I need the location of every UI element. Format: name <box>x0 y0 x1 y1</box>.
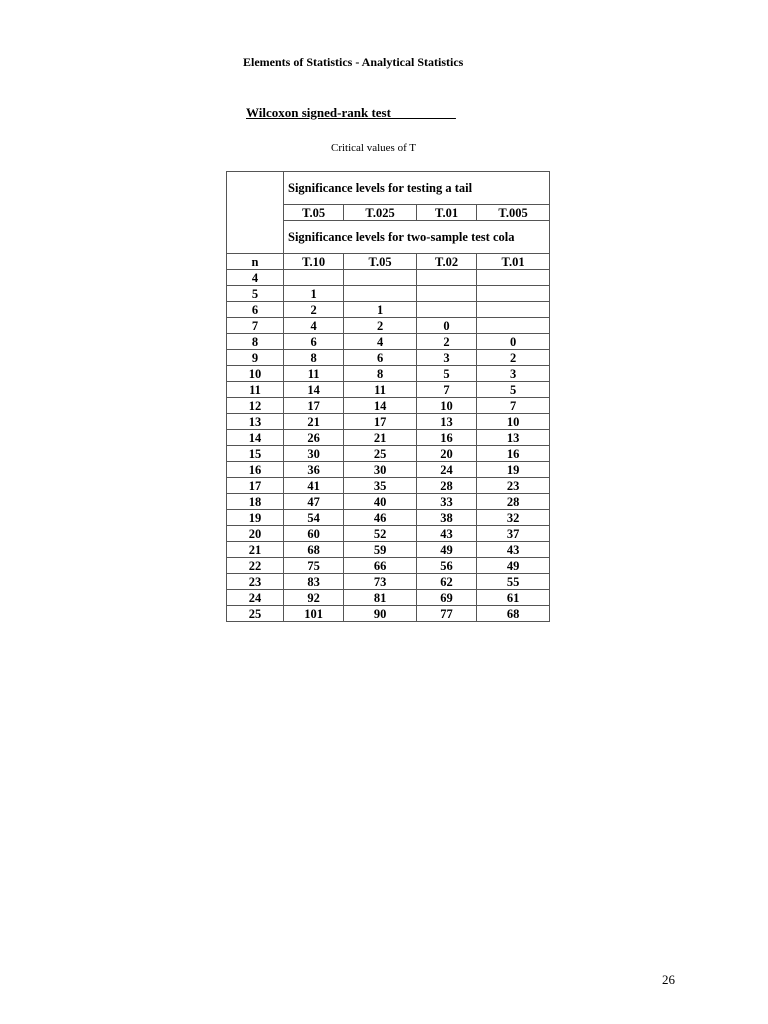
value-cell: 10 <box>477 414 550 430</box>
table-row <box>227 382 550 398</box>
value-cell: 26 <box>284 430 344 446</box>
value-cell: 16 <box>416 430 476 446</box>
value-cell: 8 <box>344 366 417 382</box>
value-cell: 4 <box>284 318 344 334</box>
column-header: T.01 <box>477 254 550 270</box>
value-cell: 66 <box>344 558 417 574</box>
value-cell: 14 <box>284 382 344 398</box>
n-cell: 12 <box>227 398 284 414</box>
value-cell <box>284 270 344 286</box>
value-cell: 2 <box>416 334 476 350</box>
value-cell: 37 <box>477 526 550 542</box>
value-cell: 13 <box>416 414 476 430</box>
value-cell <box>344 270 417 286</box>
value-cell: 5 <box>416 366 476 382</box>
n-cell: 21 <box>227 542 284 558</box>
value-cell: 54 <box>284 510 344 526</box>
value-cell: 6 <box>344 350 417 366</box>
n-cell: 22 <box>227 558 284 574</box>
value-cell: 28 <box>416 478 476 494</box>
table-row <box>227 270 550 286</box>
n-cell: 10 <box>227 366 284 382</box>
value-cell: 92 <box>284 590 344 606</box>
value-cell: 16 <box>477 446 550 462</box>
one-tail-group-row <box>227 172 550 205</box>
value-cell: 33 <box>416 494 476 510</box>
n-cell: 5 <box>227 286 284 302</box>
n-cell: 16 <box>227 462 284 478</box>
table-row <box>227 478 550 494</box>
value-cell: 41 <box>284 478 344 494</box>
value-cell: 7 <box>477 398 550 414</box>
n-header: n <box>227 254 284 270</box>
value-cell: 11 <box>284 366 344 382</box>
value-cell: 47 <box>284 494 344 510</box>
value-cell: 32 <box>477 510 550 526</box>
value-cell: 69 <box>416 590 476 606</box>
blank-cell <box>227 221 284 254</box>
table-row <box>227 606 550 622</box>
value-cell: 0 <box>477 334 550 350</box>
value-cell <box>477 302 550 318</box>
n-cell: 8 <box>227 334 284 350</box>
table-row <box>227 398 550 414</box>
n-cell: 6 <box>227 302 284 318</box>
table-row <box>227 350 550 366</box>
blank-cell <box>227 205 284 221</box>
table-row <box>227 414 550 430</box>
value-cell: 20 <box>416 446 476 462</box>
value-cell: 23 <box>477 478 550 494</box>
n-cell: 18 <box>227 494 284 510</box>
value-cell: 35 <box>344 478 417 494</box>
n-cell: 24 <box>227 590 284 606</box>
table-row <box>227 366 550 382</box>
value-cell: 81 <box>344 590 417 606</box>
n-cell: 15 <box>227 446 284 462</box>
table-row <box>227 526 550 542</box>
value-cell: 5 <box>477 382 550 398</box>
n-cell: 7 <box>227 318 284 334</box>
two-tail-group-row <box>227 221 550 254</box>
table-row <box>227 590 550 606</box>
value-cell: 30 <box>344 462 417 478</box>
value-cell: 68 <box>477 606 550 622</box>
value-cell: 7 <box>416 382 476 398</box>
n-cell: 23 <box>227 574 284 590</box>
value-cell: 38 <box>416 510 476 526</box>
value-cell: 56 <box>416 558 476 574</box>
n-cell: 17 <box>227 478 284 494</box>
one-tail-header-row <box>227 205 550 221</box>
value-cell: 2 <box>344 318 417 334</box>
value-cell: 3 <box>477 366 550 382</box>
column-header: T.005 <box>477 205 550 221</box>
value-cell: 11 <box>344 382 417 398</box>
n-cell: 11 <box>227 382 284 398</box>
value-cell: 25 <box>344 446 417 462</box>
page-number: 26 <box>662 972 675 987</box>
value-cell: 1 <box>344 302 417 318</box>
value-cell: 83 <box>284 574 344 590</box>
value-cell <box>477 318 550 334</box>
value-cell: 75 <box>284 558 344 574</box>
value-cell: 17 <box>284 398 344 414</box>
one-tail-group-label: Significance levels for testing a tail <box>284 172 550 205</box>
value-cell: 43 <box>477 542 550 558</box>
value-cell: 3 <box>416 350 476 366</box>
value-cell: 30 <box>284 446 344 462</box>
value-cell: 46 <box>344 510 417 526</box>
value-cell <box>416 302 476 318</box>
value-cell: 1 <box>284 286 344 302</box>
value-cell: 2 <box>477 350 550 366</box>
value-cell: 59 <box>344 542 417 558</box>
table-row <box>227 430 550 446</box>
n-cell: 19 <box>227 510 284 526</box>
blank-cell <box>227 172 284 205</box>
n-cell: 4 <box>227 270 284 286</box>
n-cell: 25 <box>227 606 284 622</box>
value-cell: 0 <box>416 318 476 334</box>
column-header: T.025 <box>344 205 417 221</box>
value-cell: 8 <box>284 350 344 366</box>
value-cell <box>477 286 550 302</box>
value-cell: 52 <box>344 526 417 542</box>
value-cell <box>344 286 417 302</box>
value-cell: 14 <box>344 398 417 414</box>
column-header: T.02 <box>416 254 476 270</box>
value-cell: 24 <box>416 462 476 478</box>
critical-values-table <box>226 171 550 622</box>
value-cell: 60 <box>284 526 344 542</box>
value-cell <box>416 270 476 286</box>
n-cell: 14 <box>227 430 284 446</box>
table-row <box>227 494 550 510</box>
table-caption: Critical values of T <box>331 142 417 154</box>
value-cell: 36 <box>284 462 344 478</box>
table-row <box>227 286 550 302</box>
table-row <box>227 462 550 478</box>
column-header: T.10 <box>284 254 344 270</box>
value-cell: 4 <box>344 334 417 350</box>
two-tail-header-row <box>227 254 550 270</box>
value-cell: 43 <box>416 526 476 542</box>
value-cell: 68 <box>284 542 344 558</box>
value-cell: 21 <box>284 414 344 430</box>
table-row <box>227 542 550 558</box>
value-cell: 101 <box>284 606 344 622</box>
value-cell: 13 <box>477 430 550 446</box>
n-cell: 9 <box>227 350 284 366</box>
value-cell: 73 <box>344 574 417 590</box>
value-cell <box>416 286 476 302</box>
value-cell: 55 <box>477 574 550 590</box>
two-tail-group-label: Significance levels for two-sample test cola <box>284 221 550 254</box>
value-cell: 6 <box>284 334 344 350</box>
value-cell: 2 <box>284 302 344 318</box>
value-cell: 21 <box>344 430 417 446</box>
n-cell: 20 <box>227 526 284 542</box>
value-cell: 10 <box>416 398 476 414</box>
table-row <box>227 318 550 334</box>
table-row <box>227 558 550 574</box>
table-row <box>227 302 550 318</box>
value-cell: 17 <box>344 414 417 430</box>
value-cell: 40 <box>344 494 417 510</box>
value-cell <box>477 270 550 286</box>
value-cell: 77 <box>416 606 476 622</box>
column-header: T.05 <box>284 205 344 221</box>
section-title: Wilcoxon signed-rank test <box>246 105 456 120</box>
value-cell: 19 <box>477 462 550 478</box>
page-header: Elements of Statistics - Analytical Statistics <box>243 55 464 69</box>
table-row <box>227 334 550 350</box>
table-row <box>227 446 550 462</box>
column-header: T.01 <box>416 205 476 221</box>
value-cell: 49 <box>477 558 550 574</box>
value-cell: 90 <box>344 606 417 622</box>
table-row <box>227 574 550 590</box>
n-cell: 13 <box>227 414 284 430</box>
value-cell: 49 <box>416 542 476 558</box>
table-row <box>227 510 550 526</box>
value-cell: 62 <box>416 574 476 590</box>
column-header: T.05 <box>344 254 417 270</box>
value-cell: 28 <box>477 494 550 510</box>
value-cell: 61 <box>477 590 550 606</box>
